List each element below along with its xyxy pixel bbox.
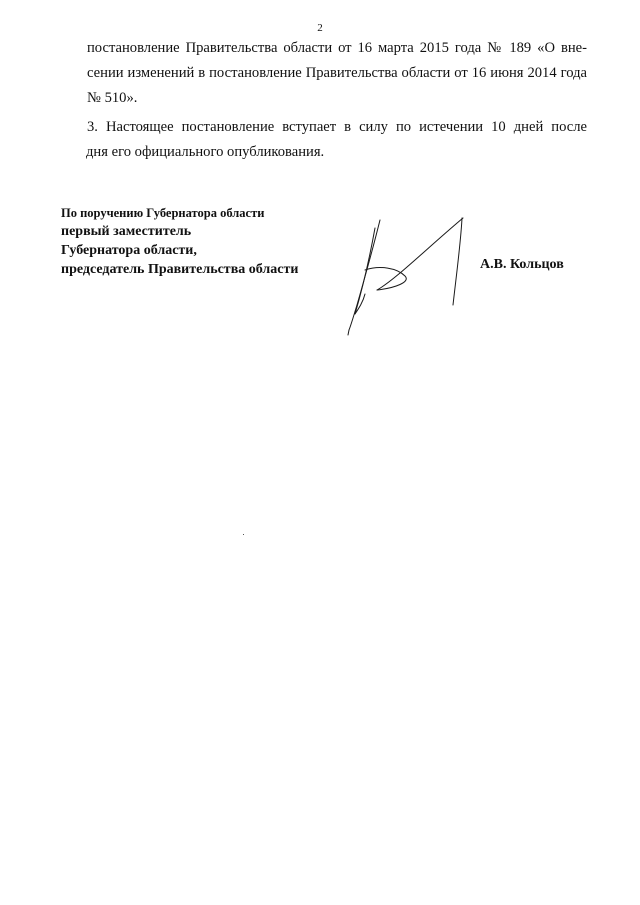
- paragraph-line: постановление Правительства области от 16 марта 2015 года № 189 «О вне-: [87, 40, 587, 56]
- signatory-line: По поручению Губернатора области: [61, 206, 265, 220]
- paragraph-line: № 510».: [87, 90, 138, 106]
- paragraph-line: сении изменений в постановление Правительства области от 16 июня 2014 года: [87, 65, 587, 81]
- signatory-line: первый заместитель: [61, 224, 192, 239]
- signatory-line: Губернатора области,: [61, 243, 197, 258]
- paragraph-line: 3. Настоящее постановление вступает в силу по истечении 10 дней после: [87, 119, 587, 135]
- signer-name: А.В. Кольцов: [480, 257, 564, 272]
- paragraph-line: дня его официального опубликования.: [86, 144, 325, 160]
- paragraph-continuation: [87, 36, 587, 111]
- paragraph-effective-date: [87, 115, 587, 165]
- page-number: 2: [317, 22, 323, 34]
- signatory-line: председатель Правительства области: [61, 262, 299, 277]
- scan-speck: [243, 534, 244, 535]
- handwritten-signature: [335, 210, 485, 340]
- signatory-title-block: [61, 205, 298, 279]
